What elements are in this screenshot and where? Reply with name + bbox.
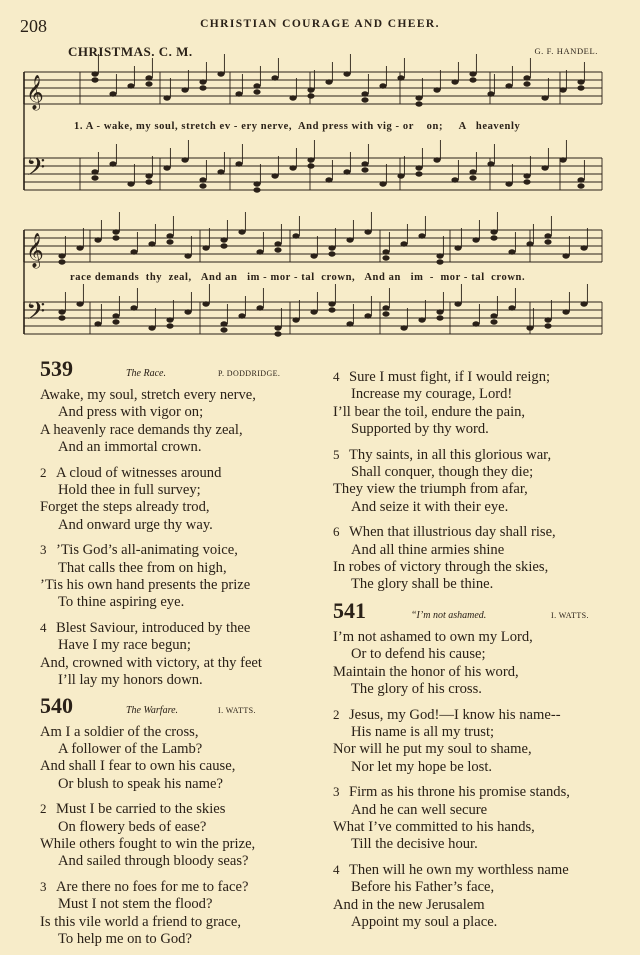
note-head (523, 173, 530, 178)
left-column (40, 356, 330, 955)
note-head (328, 251, 335, 256)
verse-line: Thy saints, in all this glorious war, (349, 446, 552, 463)
note-head (361, 91, 368, 96)
note-head (382, 311, 389, 316)
stanza-number: 4 (40, 619, 47, 635)
note-head (415, 165, 422, 170)
note-head (130, 305, 137, 310)
verse-line: I’ll lay my honors down. (58, 672, 203, 689)
note-head (148, 241, 155, 246)
note-head (220, 243, 227, 248)
note-head (343, 71, 350, 76)
verse-line: When that illustrious day shall rise, (349, 524, 556, 541)
note-head (274, 325, 281, 330)
note-head (217, 71, 224, 76)
note-head (307, 163, 314, 168)
note-head (271, 173, 278, 178)
note-head (112, 319, 119, 324)
clefs (26, 75, 45, 332)
note-head (418, 233, 425, 238)
verse-line: Firm as his throne his promise stands, (349, 784, 570, 801)
note-head (454, 301, 461, 306)
note-head (577, 79, 584, 84)
verse-line: Am I a soldier of the cross, (40, 723, 199, 740)
note-head (469, 169, 476, 174)
note-head (526, 241, 533, 246)
verse-line: I’m not ashamed to own my Lord, (333, 628, 533, 645)
stanza-number: 5 (333, 446, 340, 462)
hymn-author: P. DODDRIDGE. (218, 369, 281, 378)
note-head (505, 181, 512, 186)
note-head (289, 165, 296, 170)
note-head (526, 325, 533, 330)
note-head (400, 241, 407, 246)
hymn-539 (40, 356, 330, 690)
hymn-title: The Warfare. (126, 704, 179, 716)
verse-line: Awake, my soul, stretch every nerve, (40, 387, 256, 403)
note-head (199, 177, 206, 182)
note-head (469, 175, 476, 180)
verse-line: On flowery beds of ease? (58, 818, 207, 835)
note-head (199, 85, 206, 90)
verse-line: Appoint my soul a place. (351, 913, 498, 930)
verse-line: A follower of the Lamb? (58, 740, 203, 757)
note-head (364, 229, 371, 234)
hymn-author: I. WATTS. (218, 705, 256, 715)
note-head (112, 235, 119, 240)
note-head (397, 75, 404, 80)
note-head (109, 161, 116, 166)
note-head (541, 95, 548, 100)
note-head (271, 75, 278, 80)
hymn-heading (333, 597, 633, 629)
note-head (490, 229, 497, 234)
hymn-heading (40, 692, 330, 724)
note-head (238, 313, 245, 318)
note-head (307, 93, 314, 98)
note-head (328, 245, 335, 250)
stanza (333, 706, 633, 777)
note-head (202, 301, 209, 306)
note-head (58, 253, 65, 258)
note-head (508, 305, 515, 310)
note-head (217, 169, 224, 174)
note-head (184, 253, 191, 258)
note-head (253, 187, 260, 192)
verse-line: The glory shall be thine. (351, 576, 494, 593)
note-head (379, 181, 386, 186)
note-head (91, 77, 98, 82)
verse-line: Hold thee in full survey; (58, 482, 201, 499)
note-head (310, 253, 317, 258)
stanza (40, 541, 330, 612)
verse-line: A cloud of witnesses around (56, 464, 222, 481)
note-head (76, 301, 83, 306)
note-head (127, 83, 134, 88)
note-head (451, 177, 458, 182)
verse-line: To thine aspiring eye. (58, 594, 185, 611)
note-head (328, 301, 335, 306)
note-head (181, 87, 188, 92)
note-head (364, 313, 371, 318)
stanza (333, 783, 633, 854)
note-head (253, 89, 260, 94)
note-head (346, 321, 353, 326)
verse-line: Have I my race begun; (58, 637, 191, 654)
note-head (274, 331, 281, 336)
verse-line: Forget the steps already trod, (40, 499, 210, 516)
note-head (544, 239, 551, 244)
note-head (94, 321, 101, 326)
note-head (433, 157, 440, 162)
note-head (220, 237, 227, 242)
verse-line: What I’ve committed to his hands, (333, 818, 535, 835)
note-head (487, 91, 494, 96)
verse-line: And sailed through bloody seas? (58, 853, 249, 870)
note-head (307, 87, 314, 92)
note-head (325, 79, 332, 84)
stanza (333, 368, 633, 439)
verse-line: Or to defend his cause; (351, 646, 486, 663)
clef-icon: 𝄞 (26, 233, 44, 268)
note-head (58, 259, 65, 264)
note-head (490, 313, 497, 318)
note-head (580, 245, 587, 250)
note-head (562, 309, 569, 314)
verse-line: Shall conquer, though they die; (351, 464, 534, 481)
note-head (415, 171, 422, 176)
note-head (346, 237, 353, 242)
note-head (451, 79, 458, 84)
note-head (145, 173, 152, 178)
note-head (256, 249, 263, 254)
note-head (184, 309, 191, 314)
note-head (505, 83, 512, 88)
note-head (361, 161, 368, 166)
note-head (436, 309, 443, 314)
note-head (400, 325, 407, 330)
note-head (127, 181, 134, 186)
note-head (325, 177, 332, 182)
note-head (361, 97, 368, 102)
clef-icon: 𝄢 (26, 297, 46, 332)
verse-line: Sure I must fight, if I would reign; (349, 369, 551, 385)
note-head (274, 241, 281, 246)
note-head (343, 169, 350, 174)
note-head (91, 71, 98, 76)
note-head (253, 83, 260, 88)
note-head (292, 317, 299, 322)
verse-line: ’Tis God’s all-animating voice, (56, 542, 238, 559)
verse-line: His name is all my trust; (351, 723, 495, 740)
note-head (490, 319, 497, 324)
stanza (40, 619, 330, 690)
running-head: CHRISTIAN COURAGE AND CHEER. (200, 18, 440, 30)
hymn-541 (333, 597, 633, 932)
stanza-number: 4 (333, 369, 340, 384)
verse-line: Then will he own my worthless name (349, 861, 569, 878)
note-head (490, 235, 497, 240)
verse-line: To help me on to God? (58, 930, 192, 947)
verse-line: A heavenly race demands thy zeal, (40, 421, 243, 438)
note-head (94, 237, 101, 242)
note-head (559, 157, 566, 162)
verse-line: Before his Father’s face, (351, 879, 495, 896)
note-head (544, 317, 551, 322)
note-head (145, 81, 152, 86)
note-head (181, 157, 188, 162)
verse-line: And an immortal crown. (58, 439, 202, 456)
hymn-title: The Race. (126, 368, 166, 379)
tune-composer: G. F. HANDEL. (534, 46, 598, 56)
note-head (418, 317, 425, 322)
stanza (333, 446, 633, 517)
note-head (523, 179, 530, 184)
music-score (0, 0, 640, 360)
stanza-number: 3 (40, 542, 47, 558)
note-head (274, 247, 281, 252)
note-head (145, 179, 152, 184)
note-head (415, 95, 422, 100)
right-column (333, 368, 633, 938)
note-head (166, 323, 173, 328)
clef-icon: 𝄢 (26, 153, 46, 188)
stanza (333, 523, 633, 594)
verse-line: And, crowned with victory, at thy feet (40, 654, 262, 671)
tune-name: CHRISTMAS. C. M. (68, 44, 193, 59)
note-head (328, 307, 335, 312)
note-head (235, 161, 242, 166)
stanza (40, 878, 330, 949)
note-head (166, 317, 173, 322)
note-head (436, 315, 443, 320)
note-head (307, 157, 314, 162)
note-head (91, 175, 98, 180)
verse-line: Must I be carried to the skies (56, 801, 226, 818)
verse-line: And all thine armies shine (351, 541, 505, 558)
verse-line: Blest Saviour, introduced by thee (56, 619, 251, 636)
note-head (469, 71, 476, 76)
note-head (577, 183, 584, 188)
note-head (91, 169, 98, 174)
note-head (163, 95, 170, 100)
note-head (199, 183, 206, 188)
hymn-540 (40, 692, 330, 949)
note-head (508, 249, 515, 254)
verse-line: Are there no foes for me to face? (56, 878, 249, 895)
note-head (562, 253, 569, 258)
note-head (202, 245, 209, 250)
verse-line: Is this vile world a friend to grace, (40, 913, 242, 930)
stanza (40, 464, 330, 535)
note-head (145, 75, 152, 80)
note-head (58, 309, 65, 314)
hymn-author: I. WATTS. (551, 610, 589, 620)
hymn-heading (40, 356, 330, 387)
verse-line: And seize it with their eye. (351, 498, 509, 515)
verse-line: Or blush to speak his name? (58, 775, 223, 792)
note-head (544, 233, 551, 238)
stanza-number: 3 (333, 784, 340, 800)
note-head (220, 321, 227, 326)
note-head (577, 177, 584, 182)
note-head (163, 165, 170, 170)
note-head (112, 229, 119, 234)
verse-line: I’ll bear the toil, endure the pain, (333, 403, 526, 420)
hymn-number: 540 (40, 692, 73, 718)
note-head (148, 325, 155, 330)
note-head (541, 165, 548, 170)
stanza-number: 4 (333, 861, 340, 877)
page-number: 208 (20, 16, 47, 36)
verse-line: In robes of victory through the skies, (333, 559, 549, 576)
note-head (289, 95, 296, 100)
note-head (487, 161, 494, 166)
stanza-number: 3 (40, 878, 47, 894)
note-head (76, 245, 83, 250)
verse-line: Till the decisive hour. (351, 836, 478, 853)
verse-line: And he can well secure (351, 801, 488, 818)
note-head (559, 87, 566, 92)
note-head (397, 173, 404, 178)
note-head (577, 85, 584, 90)
lyrics-line-1: 1. A - wake, my soul, stretch ev - ery nerve, And press with vig - or on; A heavenly (74, 121, 521, 132)
verse-line: Nor let my hope be lost. (351, 758, 493, 775)
note-head (361, 167, 368, 172)
note-head (382, 249, 389, 254)
verse-line: While others fought to win the prize, (40, 835, 256, 852)
verse-line: They view the triumph from afar, (333, 481, 528, 498)
stanza (40, 724, 330, 794)
note-head (436, 259, 443, 264)
note-head (235, 91, 242, 96)
note-head (199, 79, 206, 84)
note-head (253, 181, 260, 186)
note-head (472, 321, 479, 326)
note-head (112, 313, 119, 318)
clef-icon: 𝄞 (26, 75, 44, 110)
note-head (580, 301, 587, 306)
stanza-number: 6 (333, 524, 340, 540)
note-head (523, 75, 530, 80)
stanza (40, 800, 330, 871)
verse-line: And press with vigor on; (58, 404, 204, 421)
verse-line: And onward urge thy way. (58, 516, 213, 533)
note-head (109, 91, 116, 96)
note-head (433, 87, 440, 92)
note-head (523, 81, 530, 86)
stanza (333, 629, 633, 699)
note-head (220, 327, 227, 332)
note-head (472, 237, 479, 242)
note-head (379, 83, 386, 88)
stanza-number: 2 (40, 801, 47, 817)
verse-line: Jesus, my God!—I know his name-- (349, 706, 561, 723)
note-head (292, 233, 299, 238)
note-head (436, 253, 443, 258)
note-head (544, 323, 551, 328)
note-head (238, 229, 245, 234)
note-head (256, 305, 263, 310)
note-head (166, 233, 173, 238)
verse-line: The glory of his cross. (351, 681, 482, 698)
verse-line: And in the new Jerusalem (333, 896, 485, 913)
hymn-number: 539 (40, 356, 73, 381)
verse-line: Nor will he put my soul to shame, (333, 741, 532, 758)
note-head (454, 245, 461, 250)
hymn-title: “I’m not ashamed. (411, 609, 487, 621)
verse-line: Must I not stem the flood? (58, 896, 213, 913)
note-head (382, 255, 389, 260)
note-head (382, 305, 389, 310)
note-head (415, 101, 422, 106)
verse-line: And shall I fear to own his cause, (40, 758, 236, 775)
note-head (469, 77, 476, 82)
verse-line: Increase my courage, Lord! (351, 386, 513, 403)
hymn-number: 541 (333, 597, 366, 623)
stanza-number: 2 (333, 706, 340, 722)
lyrics-line-2: race demands thy zeal, And an im - mor - tal crown, And an im - mor - tal crown. (70, 272, 526, 283)
verse-line: That calls thee from on high, (58, 559, 227, 576)
note-head (58, 315, 65, 320)
note-head (166, 239, 173, 244)
verse-line: Maintain the honor of his word, (333, 663, 519, 680)
verse-line: ’Tis his own hand presents the prize (40, 577, 251, 594)
note-head (310, 309, 317, 314)
stanza (40, 387, 330, 457)
verse-line: Supported by thy word. (351, 421, 489, 438)
note-head (130, 249, 137, 254)
stanza (333, 861, 633, 932)
stanza-number: 2 (40, 464, 47, 480)
